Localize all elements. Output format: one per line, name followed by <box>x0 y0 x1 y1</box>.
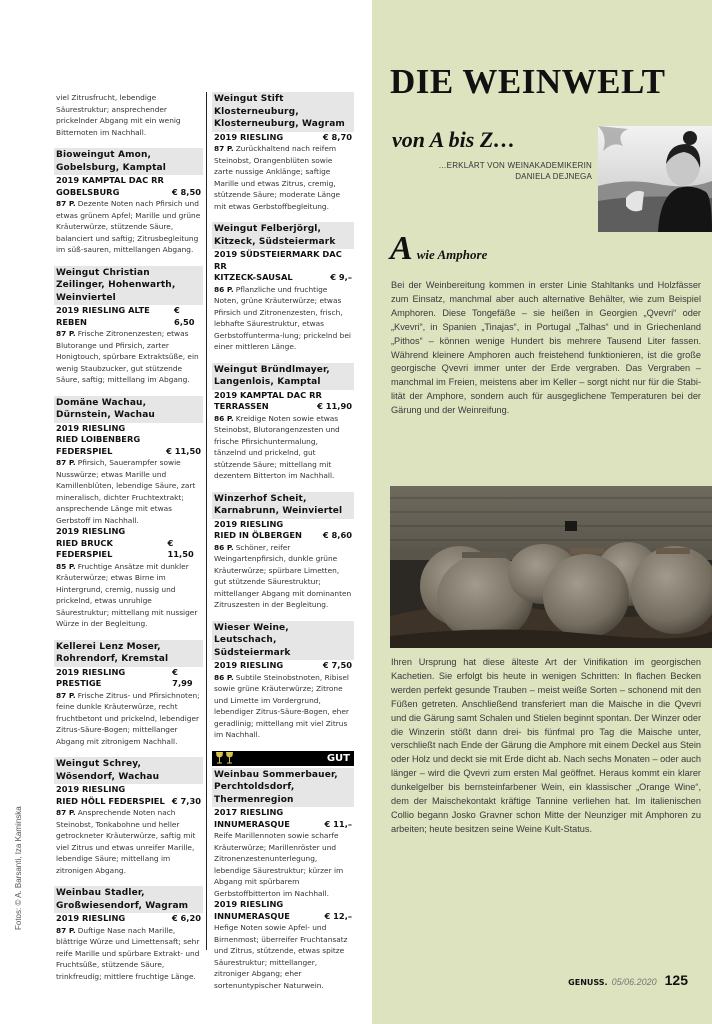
points: 87 P. <box>56 808 76 817</box>
tasting-note: 85 P. Fruchtige Ansätze mit dunkler Kräuterwürze; etwas Birne im Hintergrund, cremig, nussig und prickelnd, etwas unruhige Säurestruktur; mittellang mit nussiger Würze in der Begleitung. <box>56 561 198 628</box>
wine-price: € 11,90 <box>317 401 352 411</box>
producer-name: Wieser Weine, Leutschach, Südsteiermark <box>212 621 354 661</box>
wine-name: 2017 RIESLING <box>214 807 284 817</box>
wine-price: € 11,– <box>324 818 352 829</box>
author-portrait-photo <box>598 126 712 232</box>
feature-headline: DIE WEINWELT <box>390 62 666 101</box>
wine-price: € 6,50 <box>174 305 195 327</box>
points: 86 P. <box>214 672 234 682</box>
feature-subhead: von A bis Z… <box>392 127 516 152</box>
wine-name-cont: KITZECK-SAUSAL <box>214 272 293 282</box>
wine-price: € 11,50 <box>166 445 201 456</box>
two-wine-glasses-icon <box>215 752 235 764</box>
tasting-note: 87 P. Ansprechende Noten nach Steinobst, Tonkabohne und heller getrockneter Kräuterwürze, saftig mit viel Zitrus und etwas unreifer Marille, lebendige Säure; mittellang im zitronigen Abgang. <box>56 808 196 875</box>
rating-bar-gut <box>212 751 354 766</box>
wine-entry <box>54 886 203 982</box>
wine-name: 2019 RIESLING <box>56 422 126 433</box>
wine-entry <box>54 396 203 630</box>
wine-name-cont: INNUMERASQUE <box>214 818 290 829</box>
producer-name: Weingut Christian Zeilinger, Hohenwarth, Weinviertel <box>54 266 203 306</box>
wine-name: 2019 RIESLING PRESTIGE <box>56 666 126 688</box>
feature-panel <box>372 0 712 1024</box>
wine-name: 2019 KAMPTAL DAC RR <box>214 389 322 400</box>
wine-name: 2019 KAMPTAL DAC RR <box>56 175 164 185</box>
producer-name: Kellerei Lenz Moser, Rohrendorf, Kremstal <box>54 640 203 667</box>
photo-credit: Fotos: © A. Barsanti, Iza Kaminska <box>14 806 23 930</box>
producer-name: Bioweingut Amon, Gobelsburg, Kamptal <box>54 148 203 175</box>
wine-list-column-middle <box>212 92 354 1001</box>
points: 87 P. <box>56 458 76 467</box>
section-letter: A <box>390 230 413 267</box>
wine-entry <box>212 492 354 611</box>
wine-price: € 8,60 <box>322 530 352 540</box>
wine-price: € 11,50 <box>167 537 194 559</box>
wine-name-cont: RIED HÖLL FEDERSPIEL <box>56 795 165 806</box>
points: 87 P. <box>56 329 76 338</box>
wine-entry <box>212 92 354 212</box>
wine-name: 2019 RIESLING ALTE REBEN <box>56 305 150 327</box>
rating-label: GUT <box>326 752 350 764</box>
tasting-note: 87 P. Frische Zitrus- und Pfirsichnoten; feine dunkle Kräuterwürze, recht fruchtbetont und prickelnd, lebendiger Zitrus-Säure-Bogen; mittellanger Abgang mit zitronigem Nachhall. <box>56 690 200 746</box>
tasting-note: Hefige Noten sowie Apfel- und Birnenmost; überreifer Fruchtansatz und Zitrus, stützende, etwas spitze Säurestruktur; mittellanger, zitroniger Abgang; eher sortenuntypischer Naturwein. <box>214 923 348 990</box>
wine-name-cont: RIED BRUCK FEDERSPIEL <box>56 537 113 559</box>
wine-price: € 9,– <box>330 272 352 282</box>
wine-entry <box>54 757 203 876</box>
section-title <box>390 230 487 268</box>
article-paragraph: Ihren Ursprung hat diese älteste Art der Vinifikation im georgischen Kachetien. Sie erfolgt bis heute in wenigen Schritten: In flachen Becken werden perfekt gesunde Trauben – meist weiße Sorten – schonend mit den Füßen getreten. Anschließend transferiert man die Maische in die Qvevri und die Gärung samt Schalen und Stielen beginnt spontan. Der Winzer oder die Winzerin stößt dann drei- bis fünfmal pro Tag die Maische unter, verschließt nach Ende der Gärung die Amphore mit einem Deckel aus Stein oder Holz und deckt sie mit Erde dicht ab. Nach sechs Monaten – oder auch länger – wird die Qvevri zum ersten Mal geöffnet. Heraus kommt ein klarer dunkelgelber bis bernsteinfarbener Wein, ein klassischer „Orange Wine“, dem der Maischekontakt kräftige Tannine verliehen hat. Im italienischen Collio begann Josko Gravner schon Mitte der Neunziger mit Amphoren zu arbeiten; heute besitzen seine Weine Kult-Status. <box>391 657 702 834</box>
wine-entry <box>212 768 354 992</box>
amphora-image <box>390 486 712 648</box>
wine-name: 2019 RIESLING <box>214 131 284 142</box>
points: 86 P. <box>214 284 234 294</box>
page-footer <box>568 972 688 988</box>
wine-price: € 7,50 <box>322 660 352 670</box>
portrait-image <box>598 126 712 232</box>
wine-entry <box>212 363 354 482</box>
tasting-note: Reife Marillennoten sowie scharfe Kräuterwürze; Marillenröster und Zitronenzestenunterlegung, lebendige Säurestruktur; kürzer im Abgang mit spürbarem Gerbstoffbitterton im Nachhall. <box>214 831 344 898</box>
tasting-note: 86 P. Schöner, reifer Weingartenpfirsich, dunkle grüne Kräuterwürze; spürbare Limetten, gut stützende Säurestruktur; mittellanger Abgang mit dominanten Zitruszesten in der Begleitung. <box>214 542 352 609</box>
wine-glass-icon <box>215 752 235 764</box>
producer-name: Weinbau Sommerbauer, Perchtoldsdorf, Thermenregion <box>212 768 354 808</box>
points: 87 P. <box>56 690 76 700</box>
wine-price: € 6,20 <box>171 913 201 923</box>
wine-name-cont: GOBELSBURG <box>56 186 120 197</box>
tasting-note: 86 P. Pflanzliche und fruchtige Noten, grüne Kräuterwürze; etwas Pfirsich und Zitronenzesten, frisch, lebhafte Säurestruktur, etwas Gerbstoffunterma-lung; prickelnd bei einer mittleren Länge. <box>214 284 351 351</box>
section-subtitle: wie Amphore <box>416 247 488 262</box>
wine-name: 2019 RIESLING <box>214 899 284 909</box>
wine-entry <box>54 148 203 256</box>
wine-name: 2019 RIESLING <box>56 913 126 923</box>
tasting-note: 87 P. Frische Zitronenzesten; etwas Blutorange und Pfirsich, zarter Honigtouch, spürbare Extraktsüße, ein wenig Staubzucker, gut stützende Säure, saftig; mittellang im Abgang. <box>56 329 199 384</box>
tasting-note: 87 P. Zurückhaltend nach reifem Steinobst, Orangenblüten sowie zarte nussige Anklänge; saftige Marille und etwas Zitrus, cremig, stützende Säure; moderate Länge mit etwas Gerbstoffbegleitung. <box>214 144 341 211</box>
wine-name-cont: FEDERSPIEL <box>56 445 113 456</box>
wine-price: € 7,99 <box>172 666 193 688</box>
page-number: 125 <box>664 972 688 988</box>
wine-price: € 7,30 <box>171 795 201 806</box>
points: 85 P. <box>56 561 76 571</box>
continued-text: viel Zitrusfrucht, lebendige Säurestruktur; ansprechender prickelnder Abgang mit ein wenig Bitternoten im Nachhall. <box>56 93 181 137</box>
producer-name: Weingut Felberjörgl, Kitzeck, Südsteiermark <box>212 222 354 249</box>
tasting-note: 87 P. Pfirsich, Sauerampfer sowie Nusswürze; etwas Marille und Kamillenblüten, lebendige Säure, zart mineralisch, dichter Fruchtextrakt; ansprechende Länge mit etwas Gerbstoff im Nachhall. <box>56 458 196 525</box>
wine-name: 2019 SÜDSTEIERMARK DAC RR <box>214 249 342 271</box>
producer-name: Weingut Schrey, Wösendorf, Wachau <box>54 757 203 784</box>
wine-price: € 12,– <box>324 910 352 921</box>
amphora-photo <box>390 486 712 648</box>
tasting-note: 86 P. Kreidige Noten sowie etwas Steinobst, Blutorangenzesten und frische Pfirsichuntermalung, tänzelnd und prickelnd, gut stützende Säure; mittellang mit dezentem Bitterton im Nachhall. <box>214 413 340 480</box>
wine-price: € 8,50 <box>171 186 201 197</box>
points: 86 P. <box>214 542 234 552</box>
tasting-note: 87 P. Duftige Nase nach Marille, blättrige Würze und Limettensaft; sehr reife Marille und spürbare Extrakt- und Fruchtsüße, stützende Säure, trinkfreudig; mittlere fruchtige Länge. <box>56 925 200 981</box>
producer-name: Weinbau Stadler, Großwiesendorf, Wagram <box>54 886 203 913</box>
wine-name-cont: TERRASSEN <box>214 401 269 411</box>
points: 87 P. <box>56 925 76 935</box>
wine-price: € 8,70 <box>322 131 352 142</box>
wine-name: 2019 RIESLING <box>56 784 126 794</box>
wine-name-cont: RIED LOIBENBERG <box>56 434 141 444</box>
tasting-note: 87 P. Dezente Noten nach Pfirsich und etwas grünem Apfel; Marille und grüne Kräuterwürze, stützende Säure, balanciert und saftig; Zitrusbegleitung im süß-sauren, mittellangen Abgang. <box>56 199 201 254</box>
wine-name-cont: RIED IN ÖLBERGEN <box>214 530 302 540</box>
wine-entry <box>54 266 203 386</box>
producer-name: Domäne Wachau, Dürnstein, Wachau <box>54 396 203 423</box>
wine-name-cont: INNUMERASQUE <box>214 910 290 921</box>
article-paragraph: Bei der Weinbereitung kommen in erster Linie Stahltanks und Holzfässer zum Einsatz, manchmal aber auch alternative Behälter, wie zum Beispiel Amphoren. Diese Tongefäße – sie heißen in Georgien „Qvevri“ oder „Kvevri“, in Spanien „Tinajas“, in Portugal „Talhas“ und in Griechenland „Pithos“ – können wenige Hundert bis mehrere Tausend Liter fassen. Während kleinere Amphoren auch freistehend funktionieren, ist die große georgische Qvevri immer unter der Erde vergraben. Das Vergraben – manchmal im Freien, meistens aber im Keller – sorgt nicht nur für die Stabilität der Amphore, sondern auch für ausgeglichene Temperaturen bei der Gärung und der Weinreifung. <box>391 280 701 416</box>
wine-name: 2019 RIESLING <box>56 526 126 536</box>
wine-name: 2019 RIESLING <box>214 518 284 529</box>
points: 87 P. <box>214 144 234 153</box>
wine-entry <box>212 222 354 353</box>
column-divider <box>206 92 207 950</box>
points: 87 P. <box>56 199 76 208</box>
byline: …ERKLÄRT VON WEINAKADEMIKERIN DANIELA DEJNEGA <box>438 161 592 181</box>
wine-name: 2019 RIESLING <box>214 660 284 670</box>
producer-name: Winzerhof Scheit, Karnabrunn, Weinviertel <box>212 492 354 519</box>
wine-list-column-left <box>54 92 203 992</box>
wine-entry <box>212 621 354 741</box>
producer-name: Weingut Stift Klosterneuburg, Klosterneuburg, Wagram <box>212 92 354 132</box>
wine-entry <box>54 640 203 748</box>
issue-date: 05/06.2020 <box>611 977 657 987</box>
magazine-name: GENUSS. <box>568 978 608 987</box>
producer-name: Weingut Bründlmayer, Langenlois, Kamptal <box>212 363 354 390</box>
points: 86 P. <box>214 413 234 423</box>
tasting-note: 86 P. Subtile Steinobstnoten, Ribisel sowie grüne Kräuterwürze; Zitrone und Limette im Vordergrund, lebendiger Zitrus-Säure-Bogen, eher geradlinig; mittellang mit viel Zitrus im Nachhall. <box>214 672 349 739</box>
